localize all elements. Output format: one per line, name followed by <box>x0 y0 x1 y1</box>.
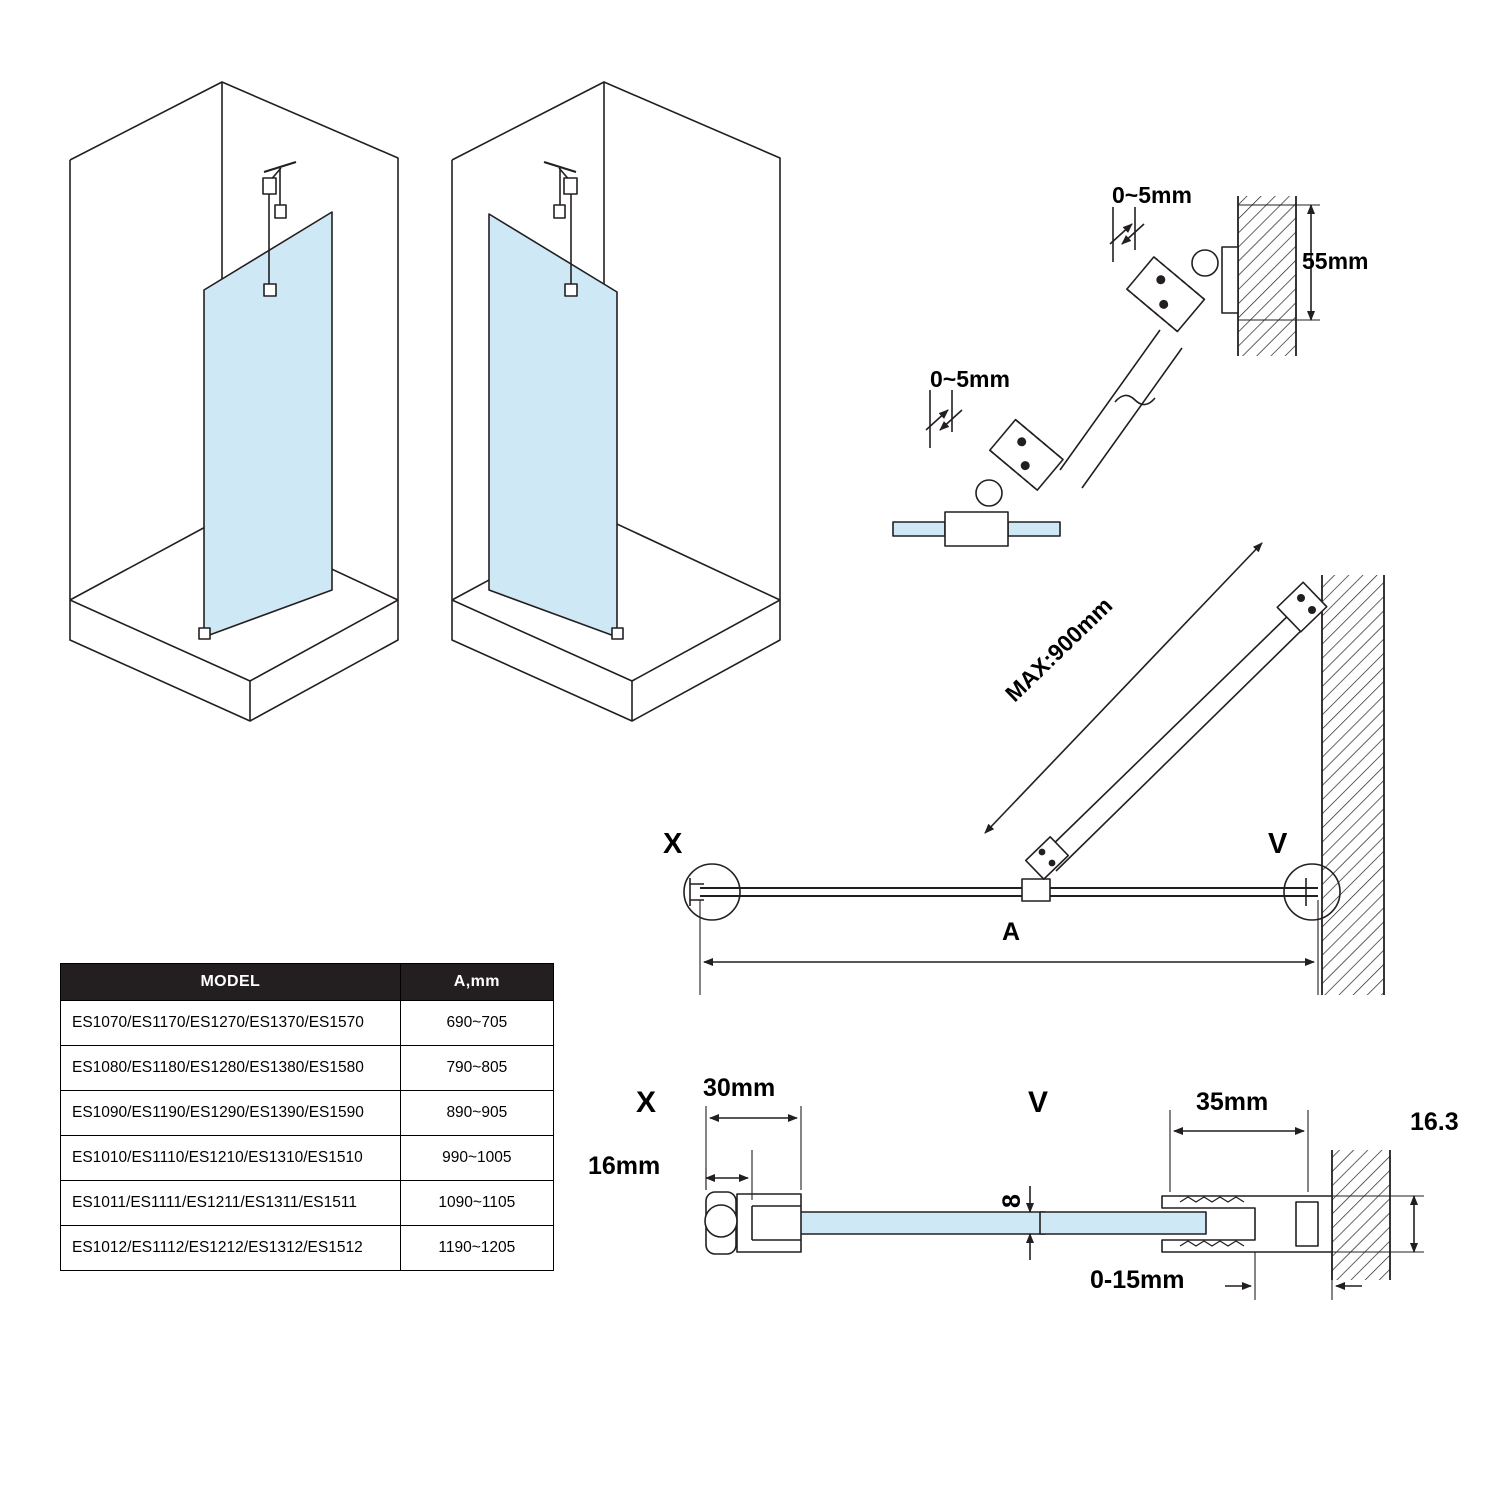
header-model: MODEL <box>61 964 401 1001</box>
cell-a: 990~1005 <box>400 1136 553 1181</box>
label-glass-thickness: 8 <box>998 1194 1026 1208</box>
table-row <box>61 1001 554 1046</box>
label-wall-adjust: 0-15mm <box>1090 1266 1185 1294</box>
model-spec-table <box>60 963 554 1271</box>
label-detail-v-title: V <box>1028 1086 1049 1119</box>
table-row <box>61 1046 554 1091</box>
table-row <box>61 1136 554 1181</box>
table-row <box>61 1091 554 1136</box>
label-detail-x-marker: X <box>663 828 683 860</box>
label-profile-v-height: 16.3 <box>1410 1108 1459 1136</box>
cell-model: ES1080/ES1180/ES1280/ES1380/ES1580 <box>61 1046 401 1091</box>
cell-model: ES1012/ES1112/ES1212/ES1312/ES1512 <box>61 1226 401 1271</box>
label-detail-x-title: X <box>636 1086 657 1119</box>
label-gap-lower: 0~5mm <box>930 366 1010 392</box>
cell-model: ES1011/ES1111/ES1211/ES1311/ES1511 <box>61 1181 401 1226</box>
table-row <box>61 1181 554 1226</box>
label-profile-x-outer: 30mm <box>703 1074 776 1102</box>
cell-model: ES1070/ES1170/ES1270/ES1370/ES1570 <box>61 1001 401 1046</box>
label-dim-a: A <box>1002 918 1021 946</box>
cell-model: ES1010/ES1110/ES1210/ES1310/ES1510 <box>61 1136 401 1181</box>
detail-x-profile <box>705 1106 1045 1254</box>
cell-a: 1190~1205 <box>400 1226 553 1271</box>
plan-view <box>684 543 1384 995</box>
label-max-bar: MAX:900mm <box>1000 592 1118 707</box>
label-bracket-height: 55mm <box>1302 248 1369 274</box>
header-a: A,mm <box>400 964 553 1001</box>
cell-model: ES1090/ES1190/ES1290/ES1390/ES1590 <box>61 1091 401 1136</box>
cell-a: 890~905 <box>400 1091 553 1136</box>
enclosure-left <box>70 82 398 721</box>
label-detail-v-marker: V <box>1268 828 1288 860</box>
label-gap-top: 0~5mm <box>1112 182 1192 208</box>
cell-a: 690~705 <box>400 1001 553 1046</box>
table-row <box>61 1226 554 1271</box>
table-header-row <box>61 964 554 1001</box>
detail-v-profile <box>1018 1110 1424 1300</box>
label-profile-x-inner: 16mm <box>588 1152 661 1180</box>
cell-a: 790~805 <box>400 1046 553 1091</box>
enclosure-right <box>452 82 780 721</box>
label-profile-v-width: 35mm <box>1196 1088 1269 1116</box>
cell-a: 1090~1105 <box>400 1181 553 1226</box>
